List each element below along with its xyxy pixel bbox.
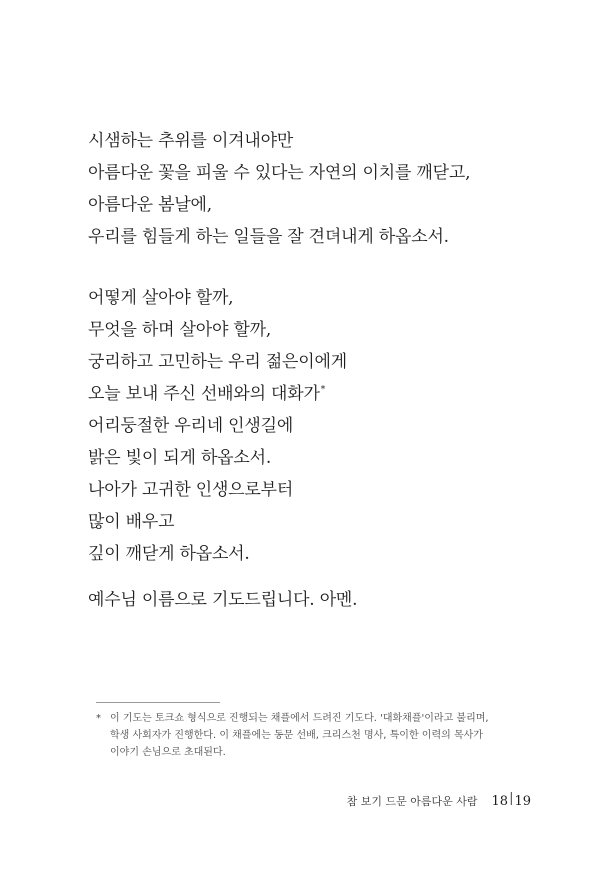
footnote-marker: * [96, 713, 101, 724]
prayer-line: 밝은 빛이 되게 하옵소서. [88, 448, 272, 468]
prayer-line: 어리둥절한 우리네 인생길에 [88, 416, 294, 436]
footnote-line: 이 기도는 토크쇼 형식으로 진행되는 채플에서 드려진 기도다. '대화채플'이라고 불리며, [110, 713, 489, 724]
prayer-line: 우리를 힘들게 하는 일들을 잘 견뎌내게 하옵소서. [88, 227, 449, 247]
page-numbers [491, 791, 531, 809]
footnote [96, 710, 536, 761]
prayer-line: 궁리하고 고민하는 우리 젊은이에게 [88, 352, 347, 372]
prayer-line: 무엇을 하며 살아야 할까, [88, 320, 272, 340]
prayer-closing [88, 584, 528, 616]
footnote-line: 학생 사회자가 진행한다. 이 채플에는 동문 선배, 크리스천 명사, 특이한 이력의 목사가 [110, 730, 483, 741]
prayer-line: 예수님 이름으로 기도드립니다. 아멘. [88, 590, 358, 610]
prayer-line: 어떻게 살아야 할까, [88, 288, 234, 308]
footnote-text [96, 710, 536, 761]
prayer-line: 나아가 고귀한 인생으로부터 [88, 480, 294, 500]
prayer-line: 아름다운 꽃을 피울 수 있다는 자연의 이치를 깨닫고, [88, 163, 471, 183]
left-page-number: 18 [491, 794, 509, 809]
prayer-line-text: 오늘 보내 주신 선배와의 대화가 [88, 384, 320, 404]
footnote-reference-marker: * [320, 385, 326, 396]
right-page-number: 19 [514, 794, 531, 809]
running-title: 참 보기 드문 아름다운 사람 [346, 795, 478, 808]
prayer-line: 많이 배우고 [88, 512, 175, 532]
page-number-separator: | [509, 791, 514, 806]
prayer-line: 시샘하는 추위를 이겨내야만 [88, 131, 294, 151]
prayer-stanza-2 [88, 282, 528, 570]
prayer-line: 아름다운 봄날에, [88, 195, 212, 215]
footnote-divider [96, 702, 220, 703]
prayer-stanza-1 [88, 125, 528, 253]
footnote-line: 이야기 손님으로 초대된다. [110, 747, 226, 758]
page-footer [347, 793, 531, 809]
prayer-line: 깊이 깨닫게 하옵소서. [88, 544, 250, 564]
prayer-line-with-footnote [88, 378, 528, 410]
